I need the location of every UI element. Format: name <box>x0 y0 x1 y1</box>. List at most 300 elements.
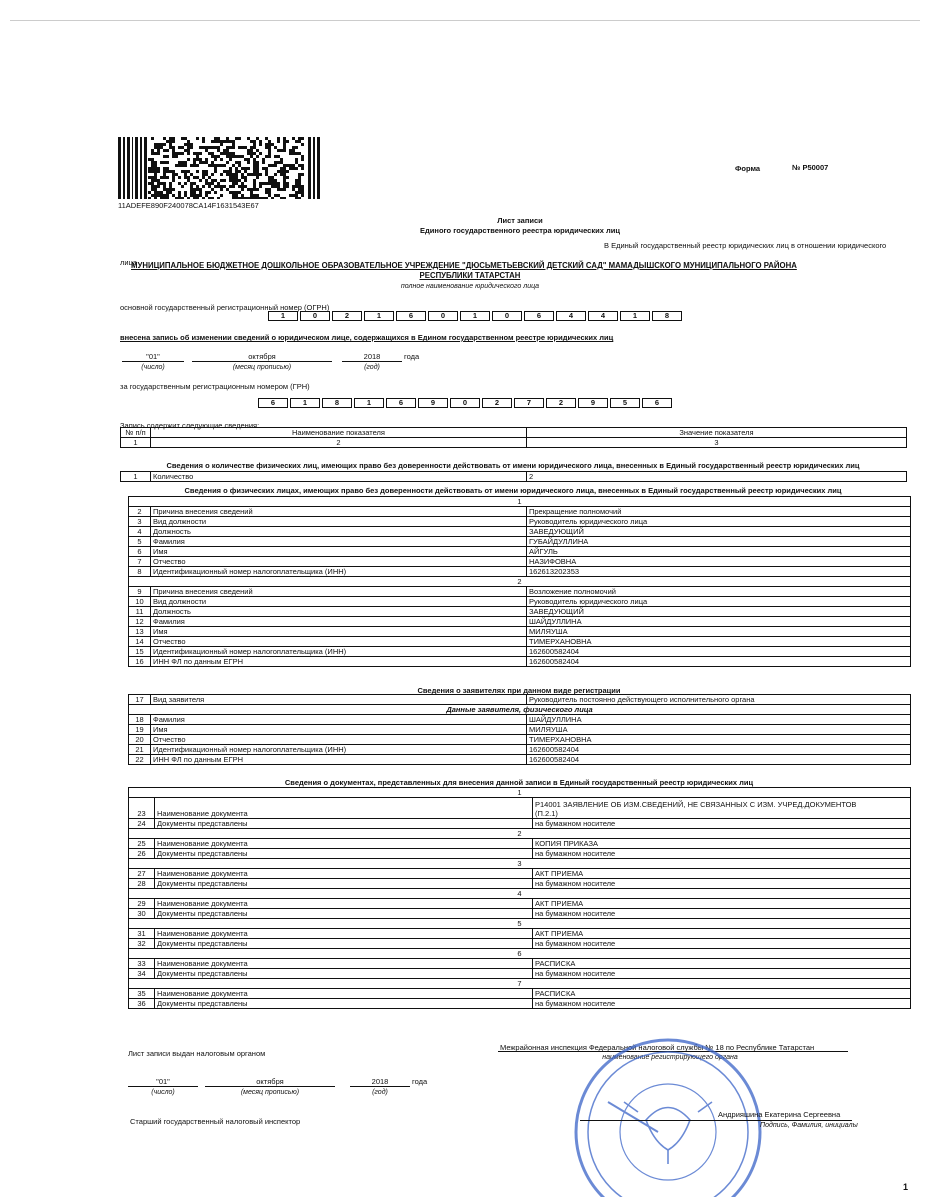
barcode-module <box>295 197 298 199</box>
barcode-module <box>265 182 268 185</box>
barcode-module <box>163 161 166 164</box>
table-row <box>129 909 911 919</box>
barcode-module <box>301 194 304 197</box>
contents-label: Запись содержит следующие сведения: <box>120 421 260 430</box>
barcode-module <box>229 140 232 143</box>
barcode-module <box>163 176 166 179</box>
row-value: ШАЙДУЛЛИНА <box>527 617 911 627</box>
barcode-module <box>253 173 256 176</box>
row-value-line2: (П.2.1) <box>535 809 558 818</box>
page-number: 1 <box>903 1182 909 1192</box>
barcode-module <box>202 137 205 140</box>
barcode-module <box>301 155 304 158</box>
barcode-module <box>226 170 229 173</box>
barcode-module <box>157 149 160 152</box>
row-number: 32 <box>129 939 155 949</box>
issued-label: Лист записи выдан налоговым органом <box>128 1049 266 1058</box>
table-row <box>129 567 911 577</box>
footer-day-hint: (число) <box>151 1089 175 1096</box>
barcode-module <box>262 161 265 164</box>
barcode-module <box>241 197 244 199</box>
barcode-module <box>280 149 283 152</box>
barcode-module <box>178 164 181 167</box>
barcode-module <box>232 197 235 199</box>
barcode-module <box>205 170 208 173</box>
table-row <box>129 755 911 765</box>
barcode-module <box>157 185 160 188</box>
barcode-module <box>229 146 232 149</box>
row-value: НАЗИФОВНА <box>527 557 911 567</box>
barcode-module <box>169 188 172 191</box>
barcode-module <box>220 179 223 182</box>
barcode-module <box>220 152 223 155</box>
barcode-module <box>163 185 166 188</box>
table-row <box>129 798 911 819</box>
row-name: Имя <box>151 725 527 735</box>
org-name-line2: РЕСПУБЛИКИ ТАТАРСТАН <box>419 271 521 280</box>
barcode-module <box>169 170 172 173</box>
barcode-module <box>253 152 256 155</box>
barcode-module <box>262 167 265 170</box>
barcode-module <box>181 161 184 164</box>
barcode-module <box>244 185 247 188</box>
table-row <box>121 472 907 482</box>
row-name: Отчество <box>151 637 527 647</box>
barcode-module <box>166 194 169 197</box>
barcode-module <box>256 197 259 199</box>
barcode-module <box>256 170 259 173</box>
barcode-module <box>235 194 238 197</box>
barcode-module <box>286 185 289 188</box>
grn-label: за государственным регистрационным номером (ГРН) <box>120 382 310 391</box>
barcode-module <box>295 194 298 197</box>
barcode-module <box>175 152 178 155</box>
row-value: МИЛЯУША <box>527 627 911 637</box>
barcode-module <box>232 191 235 194</box>
col-index-1: 1 <box>121 438 151 448</box>
barcode-module <box>196 197 199 199</box>
barcode-module <box>172 170 175 173</box>
footer-day: "01" <box>156 1077 170 1086</box>
barcode-module <box>178 161 181 164</box>
row-name: Идентификационный номер налогоплательщика (ИНН) <box>151 647 527 657</box>
barcode-module <box>151 185 154 188</box>
barcode-module <box>217 185 220 188</box>
barcode-module <box>244 167 247 170</box>
barcode-module <box>181 185 184 188</box>
barcode-module <box>181 146 184 149</box>
barcode-module <box>262 182 265 185</box>
barcode-module <box>187 179 190 182</box>
row-value: Руководитель юридического лица <box>527 517 911 527</box>
col-index-3: 3 <box>527 438 907 448</box>
table-row <box>129 879 911 889</box>
row-value: ТИМЕРХАНОВНА <box>527 637 911 647</box>
barcode-module <box>256 167 259 170</box>
section-count-title: Сведения о количестве физических лиц, имеющих право без доверенности действовать от имени юридического лица, внесенных в Единый государственный реестр юридических лиц <box>166 461 860 470</box>
table-row <box>129 725 911 735</box>
section-persons-table <box>128 496 911 667</box>
barcode-module <box>190 188 193 191</box>
row-number: 5 <box>129 537 151 547</box>
barcode-module <box>166 155 169 158</box>
barcode-module <box>298 191 301 194</box>
footer-year-line <box>350 1086 410 1087</box>
barcode-module <box>295 179 298 182</box>
barcode-module <box>289 152 292 155</box>
grn-digit: 1 <box>290 398 320 408</box>
ogrn-digit: 1 <box>460 311 490 321</box>
ogrn-digit: 1 <box>364 311 394 321</box>
section-persons-title: Сведения о физических лицах, имеющих право без доверенности действовать от имени юридического лица, внесенных в Единый государственный реестр юридических лиц <box>184 486 842 495</box>
barcode-module <box>265 155 268 158</box>
barcode-module <box>160 146 163 149</box>
barcode-module <box>247 173 250 176</box>
row-value: на бумажном носителе <box>533 999 911 1009</box>
table-row <box>129 849 911 859</box>
barcode-module <box>286 164 289 167</box>
barcode-module <box>181 197 184 199</box>
barcode-module <box>253 188 256 191</box>
footer-day-line <box>128 1086 198 1087</box>
barcode-module <box>193 182 196 185</box>
section-count-table <box>120 471 907 482</box>
barcode-module <box>268 179 271 182</box>
barcode-module <box>190 182 193 185</box>
barcode-module <box>223 149 226 152</box>
barcode-module <box>253 197 256 199</box>
barcode-module <box>160 194 163 197</box>
barcode-module <box>166 161 169 164</box>
row-value: 162600582404 <box>527 745 911 755</box>
barcode-module <box>205 146 208 149</box>
barcode-module <box>157 191 160 194</box>
barcode-module <box>286 176 289 179</box>
barcode-module <box>283 164 286 167</box>
table-row <box>129 527 911 537</box>
barcode-module <box>289 164 292 167</box>
lica-label: лица <box>120 258 138 267</box>
barcode-module <box>196 194 199 197</box>
barcode-module <box>208 191 211 194</box>
barcode-module <box>190 146 193 149</box>
table-row <box>129 929 911 939</box>
barcode-module <box>214 170 217 173</box>
row-number: 22 <box>129 755 151 765</box>
barcode-module <box>253 146 256 149</box>
barcode-module <box>253 182 256 185</box>
barcode-module <box>190 194 193 197</box>
barcode-module <box>196 155 199 158</box>
barcode-module <box>244 197 247 199</box>
table-row <box>129 557 911 567</box>
table-row <box>129 547 911 557</box>
barcode-module <box>184 194 187 197</box>
barcode-module <box>229 176 232 179</box>
ogrn-digit: 0 <box>428 311 458 321</box>
barcode-module <box>250 197 253 199</box>
row-value-line1: Р14001 ЗАЯВЛЕНИЕ ОБ ИЗМ.СВЕДЕНИЙ, НЕ СВЯЗАННЫХ С ИЗМ. УЧРЕД.ДОКУМЕНТОВ <box>535 800 857 809</box>
authority-name: Межрайонная инспекция Федеральной налоговой службы № 18 по Республике Татарстан <box>500 1043 815 1052</box>
barcode-module <box>163 149 166 152</box>
barcode-module <box>259 152 262 155</box>
barcode-module <box>292 152 295 155</box>
barcode-bar <box>144 137 147 199</box>
row-value: 162613202353 <box>527 567 911 577</box>
barcode-module <box>235 167 238 170</box>
row-name: Документы представлены <box>155 999 533 1009</box>
barcode-module <box>184 173 187 176</box>
row-name: Фамилия <box>151 537 527 547</box>
barcode-module <box>151 182 154 185</box>
barcode-module <box>199 158 202 161</box>
barcode-module <box>205 149 208 152</box>
barcode-module <box>196 137 199 140</box>
barcode-module <box>175 155 178 158</box>
barcode-module <box>202 161 205 164</box>
barcode-module <box>208 176 211 179</box>
row-number: 24 <box>129 819 155 829</box>
barcode-module <box>295 182 298 185</box>
barcode-module <box>268 194 271 197</box>
row-number: 34 <box>129 969 155 979</box>
doc-title-line1: Лист записи <box>497 216 543 225</box>
barcode-module <box>274 179 277 182</box>
barcode-module <box>226 149 229 152</box>
barcode-module <box>190 173 193 176</box>
barcode-module <box>169 137 172 140</box>
barcode-module <box>256 137 259 140</box>
barcode-module <box>214 191 217 194</box>
barcode-module <box>184 176 187 179</box>
barcode-module <box>238 179 241 182</box>
barcode-module <box>151 161 154 164</box>
barcode-module <box>277 161 280 164</box>
barcode-module <box>154 143 157 146</box>
ogrn-digit: 4 <box>588 311 618 321</box>
table-row <box>129 989 911 999</box>
form-number: № Р50007 <box>792 163 829 172</box>
barcode-module <box>187 140 190 143</box>
barcode-module <box>256 173 259 176</box>
col-number-header: № п/п <box>121 428 151 438</box>
barcode-module <box>157 167 160 170</box>
barcode-module <box>232 179 235 182</box>
row-number: 29 <box>129 899 155 909</box>
barcode-module <box>151 164 154 167</box>
group-number: 4 <box>129 889 911 899</box>
org-name-line1: МУНИЦИПАЛЬНОЕ БЮДЖЕТНОЕ ДОШКОЛЬНОЕ ОБРАЗОВАТЕЛЬНОЕ УЧРЕЖДЕНИЕ "ДЮСЬМЕТЬЕВСКИЙ ДЕТСКИЙ САД" МАМАДЫШСКОГО МУНИЦИПАЛЬНОГО РАЙОНА <box>131 261 797 270</box>
barcode-module <box>202 146 205 149</box>
table-row <box>129 899 911 909</box>
col-value-header: Значение показателя <box>527 428 907 438</box>
barcode-module <box>148 191 151 194</box>
barcode-module <box>244 146 247 149</box>
barcode-module <box>247 137 250 140</box>
barcode-module <box>247 158 250 161</box>
barcode-module <box>283 137 286 140</box>
row-number: 27 <box>129 869 155 879</box>
row-number: 15 <box>129 647 151 657</box>
barcode-module <box>226 188 229 191</box>
barcode-module <box>265 191 268 194</box>
footer-year-hint: (год) <box>372 1089 388 1096</box>
barcode-module <box>280 167 283 170</box>
row-name: Отчество <box>151 735 527 745</box>
barcode-module <box>268 182 271 185</box>
barcode-module <box>241 188 244 191</box>
barcode-module <box>274 164 277 167</box>
barcode-module <box>295 146 298 149</box>
barcode-module <box>283 188 286 191</box>
barcode-module <box>199 152 202 155</box>
barcode-module <box>199 194 202 197</box>
table-row <box>129 647 911 657</box>
barcode-module <box>208 152 211 155</box>
row-number: 3 <box>129 517 151 527</box>
barcode-module <box>277 194 280 197</box>
barcode-module <box>235 161 238 164</box>
row-value: Прекращение полномочий <box>527 507 911 517</box>
table-row <box>129 859 911 869</box>
barcode-module <box>172 188 175 191</box>
barcode-module <box>274 185 277 188</box>
table-row <box>129 715 911 725</box>
barcode-module <box>160 191 163 194</box>
section-documents-table <box>128 787 911 1009</box>
barcode-module <box>241 185 244 188</box>
table-row <box>129 979 911 989</box>
barcode-module <box>253 140 256 143</box>
barcode-module <box>193 191 196 194</box>
table-row <box>129 617 911 627</box>
barcode-module <box>196 152 199 155</box>
barcode-module <box>190 191 193 194</box>
grn-digit: 2 <box>482 398 512 408</box>
barcode-module <box>205 191 208 194</box>
barcode-module <box>229 158 232 161</box>
barcode-module <box>151 176 154 179</box>
barcode-module <box>187 143 190 146</box>
barcode-module <box>253 158 256 161</box>
barcode-module <box>148 182 151 185</box>
barcode-module <box>271 176 274 179</box>
barcode-module <box>184 170 187 173</box>
grn-digit: 8 <box>322 398 352 408</box>
row-name: Фамилия <box>151 715 527 725</box>
col-name-header: Наименование показателя <box>151 428 527 438</box>
barcode-module <box>151 170 154 173</box>
barcode-module <box>226 146 229 149</box>
barcode-module <box>250 146 253 149</box>
table-row <box>129 889 911 899</box>
barcode-module <box>154 194 157 197</box>
barcode-module <box>250 194 253 197</box>
row-name: ИНН ФЛ по данным ЕГРН <box>151 755 527 765</box>
barcode-module <box>190 143 193 146</box>
barcode-module <box>250 155 253 158</box>
table-row <box>129 705 911 715</box>
barcode-module <box>154 170 157 173</box>
barcode-module <box>265 197 268 199</box>
barcode-module <box>289 167 292 170</box>
barcode-module <box>265 170 268 173</box>
row-name: Документы представлены <box>155 879 533 889</box>
contents-header-table <box>120 427 907 448</box>
barcode-module <box>256 188 259 191</box>
barcode-module <box>223 140 226 143</box>
row-value: на бумажном носителе <box>533 909 911 919</box>
row-number: 9 <box>129 587 151 597</box>
table-row <box>129 627 911 637</box>
barcode-module <box>277 140 280 143</box>
barcode-module <box>157 143 160 146</box>
intro-text: В Единый государственный реестр юридических лиц в отношении юридического <box>604 241 887 250</box>
barcode-module <box>301 143 304 146</box>
barcode-module <box>154 197 157 199</box>
row-name: Идентификационный номер налогоплательщика (ИНН) <box>151 745 527 755</box>
barcode-module <box>286 140 289 143</box>
barcode-module <box>292 188 295 191</box>
barcode-module <box>283 179 286 182</box>
group-number: 5 <box>129 919 911 929</box>
barcode-module <box>211 173 214 176</box>
barcode-module <box>211 197 214 199</box>
barcode-module <box>283 197 286 199</box>
barcode-module <box>295 167 298 170</box>
row-name: Идентификационный номер налогоплательщика (ИНН) <box>151 567 527 577</box>
barcode-text: 11ADEFE890F240078CA14F1631543E67 <box>118 201 259 210</box>
barcode-module <box>301 188 304 191</box>
row-name: Документы представлены <box>155 939 533 949</box>
barcode-module <box>280 158 283 161</box>
row-name: Вид должности <box>151 517 527 527</box>
barcode-module <box>232 152 235 155</box>
entry-year-hint: (год) <box>364 364 380 371</box>
barcode-module <box>211 152 214 155</box>
barcode-module <box>256 149 259 152</box>
barcode-module <box>283 173 286 176</box>
applicant-subtitle: Данные заявителя, физического лица <box>129 705 911 715</box>
barcode-module <box>184 164 187 167</box>
barcode-module <box>238 164 241 167</box>
row-number: 26 <box>129 849 155 859</box>
grn-digit: 7 <box>514 398 544 408</box>
barcode-module <box>166 140 169 143</box>
barcode-module <box>163 170 166 173</box>
barcode-module <box>157 152 160 155</box>
barcode-module <box>259 185 262 188</box>
row-value: ШАЙДУЛЛИНА <box>527 715 911 725</box>
barcode-module <box>214 158 217 161</box>
barcode-module <box>274 182 277 185</box>
barcode-module <box>292 137 295 140</box>
row-name: Наименование документа <box>155 899 533 909</box>
row-value: РАСПИСКА <box>533 989 911 999</box>
footer-month-line <box>205 1086 335 1087</box>
barcode-module <box>220 194 223 197</box>
barcode-module <box>232 182 235 185</box>
barcode-module <box>280 188 283 191</box>
row-value: ЗАВЕДУЮЩИЙ <box>527 607 911 617</box>
barcode-module <box>232 146 235 149</box>
barcode-module <box>157 146 160 149</box>
barcode-module <box>181 164 184 167</box>
barcode-module <box>274 194 277 197</box>
barcode-module <box>298 137 301 140</box>
row-value: на бумажном носителе <box>533 849 911 859</box>
row-value: ТИМЕРХАНОВНА <box>527 735 911 745</box>
